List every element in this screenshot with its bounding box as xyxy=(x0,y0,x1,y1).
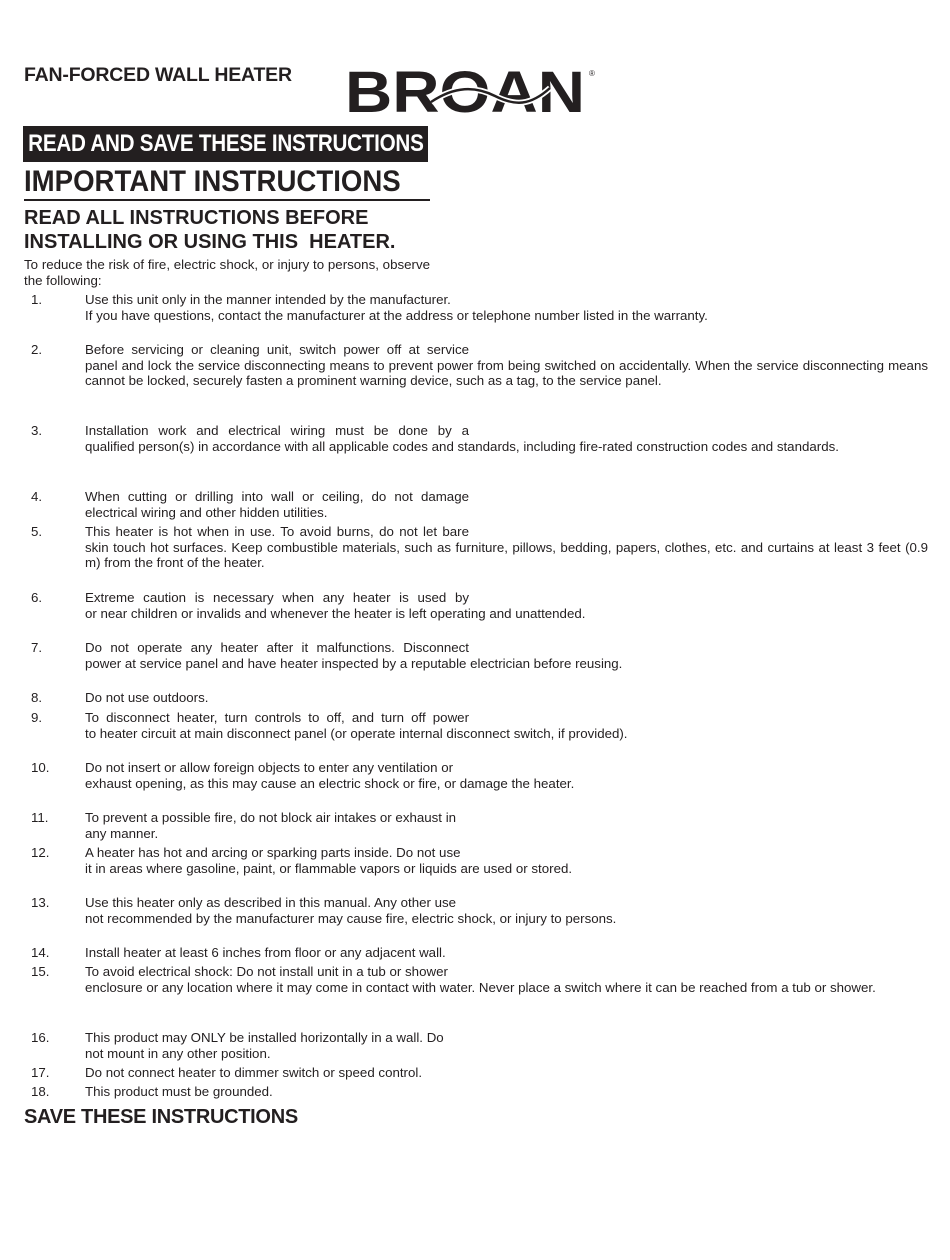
item-text-continued: or near children or invalids and whenever the heater is left operating and unattended. xyxy=(85,605,586,621)
item-text-continued: not mount in any other position. xyxy=(85,1045,271,1061)
item-number: 14. xyxy=(31,945,50,960)
item-text-first-line: Use this heater only as described in this manual. Any other use xyxy=(85,895,457,910)
broan-logo xyxy=(345,66,597,116)
item-text-continued: exhaust opening, as this may cause an electric shock or fire, or damage the heater. xyxy=(85,775,575,791)
item-text-first-line: This product may ONLY be installed horizontally in a wall. Do xyxy=(85,1030,444,1045)
item-text-first-line: Install heater at least 6 inches from floor or any adjacent wall. xyxy=(85,945,446,960)
item-text-continued: skin touch hot surfaces. Keep combustible materials, such as furniture, pillows, bedding, papers, clothes, etc. and curtains at least 3 feet (0.9 m) from the front of the heater. xyxy=(85,539,928,570)
item-text-first-line: Do not connect heater to dimmer switch or speed control. xyxy=(85,1065,423,1080)
read-all-line-2: INSTALLING OR USING THIS HEATER. xyxy=(24,231,396,253)
item-text-first-line: Extreme caution is necessary when any heater is used by xyxy=(85,590,469,605)
item-text-continued: qualified person(s) in accordance with all applicable codes and standards, including fire-rated construction codes and standards. xyxy=(85,438,839,454)
item-number: 15. xyxy=(31,964,50,979)
banner-text: READ AND SAVE THESE INSTRUCTIONS xyxy=(27,130,424,157)
item-number: 12. xyxy=(31,845,50,860)
item-number: 10. xyxy=(31,760,50,775)
item-text-first-line: When cutting or drilling into wall or ceiling, do not damage xyxy=(85,489,469,504)
item-number: 9. xyxy=(31,710,43,725)
important-heading-text: IMPORTANT INSTRUCTIONS xyxy=(24,165,401,198)
important-instructions-heading xyxy=(24,165,430,201)
read-and-save-banner xyxy=(23,126,428,162)
item-text-continued: any manner. xyxy=(85,825,159,841)
item-text-continued: panel and lock the service disconnecting means to prevent power from being switched on accidentally. When the service disconnecting means cannot be locked, securely fasten a prominent warning device, such as a tag, to the service panel. xyxy=(85,357,928,388)
item-text-first-line: Installation work and electrical wiring must be done by a xyxy=(85,423,469,438)
registered-mark: ® xyxy=(589,69,595,78)
item-text-first-line: To disconnect heater, turn controls to off, and turn off power xyxy=(85,710,469,725)
read-all-line-1: READ ALL INSTRUCTIONS BEFORE xyxy=(24,207,369,229)
product-title: FAN-FORCED WALL HEATER xyxy=(24,64,292,86)
item-text-continued: to heater circuit at main disconnect panel (or operate internal disconnect switch, if provided). xyxy=(85,725,628,741)
item-number: 18. xyxy=(31,1084,50,1099)
item-number: 6. xyxy=(31,590,43,605)
item-number: 1. xyxy=(31,292,43,307)
item-number: 13. xyxy=(31,895,50,910)
item-text-first-line: Before servicing or cleaning unit, switch power off at service xyxy=(85,342,469,357)
intro-text: To reduce the risk of fire, electric shock, or injury to persons, observe the following: xyxy=(24,257,430,288)
item-text-first-line: Use this unit only in the manner intended by the manufacturer. xyxy=(85,292,451,307)
item-number: 2. xyxy=(31,342,43,357)
item-text-first-line: A heater has hot and arcing or sparking parts inside. Do not use xyxy=(85,845,461,860)
item-text-continued: not recommended by the manufacturer may cause fire, electric shock, or injury to persons. xyxy=(85,910,617,926)
item-text-first-line: To avoid electrical shock: Do not install unit in a tub or shower xyxy=(85,964,448,979)
item-text-continued: power at service panel and have heater inspected by a reputable electrician before reusing. xyxy=(85,655,623,671)
item-number: 4. xyxy=(31,489,43,504)
item-text-first-line: This heater is hot when in use. To avoid burns, do not let bare xyxy=(85,524,469,539)
brand-text: BROAN xyxy=(345,66,585,116)
item-text-continued: If you have questions, contact the manufacturer at the address or telephone number listed in the warranty. xyxy=(85,307,708,323)
item-text-continued: enclosure or any location where it may come in contact with water. Never place a switch where it can be reached from a tub or shower. xyxy=(85,979,876,995)
item-number: 16. xyxy=(31,1030,50,1045)
read-all-heading xyxy=(24,206,444,254)
item-number: 11. xyxy=(31,810,49,825)
item-number: 7. xyxy=(31,640,43,655)
save-instructions-heading: SAVE THESE INSTRUCTIONS xyxy=(24,1106,298,1128)
item-text-first-line: Do not insert or allow foreign objects to enter any ventilation or xyxy=(85,760,454,775)
item-text-first-line: This product must be grounded. xyxy=(85,1084,273,1099)
broan-logo-icon xyxy=(345,66,597,116)
item-text-continued: electrical wiring and other hidden utilities. xyxy=(85,504,328,520)
item-number: 17. xyxy=(31,1065,50,1080)
item-text-first-line: Do not operate any heater after it malfunctions. Disconnect xyxy=(85,640,469,655)
item-number: 8. xyxy=(31,690,43,705)
item-text-first-line: Do not use outdoors. xyxy=(85,690,209,705)
item-text-first-line: To prevent a possible fire, do not block air intakes or exhaust in xyxy=(85,810,457,825)
item-number: 3. xyxy=(31,423,43,438)
item-text-continued: it in areas where gasoline, paint, or flammable vapors or liquids are used or stored. xyxy=(85,860,573,876)
item-number: 5. xyxy=(31,524,43,539)
